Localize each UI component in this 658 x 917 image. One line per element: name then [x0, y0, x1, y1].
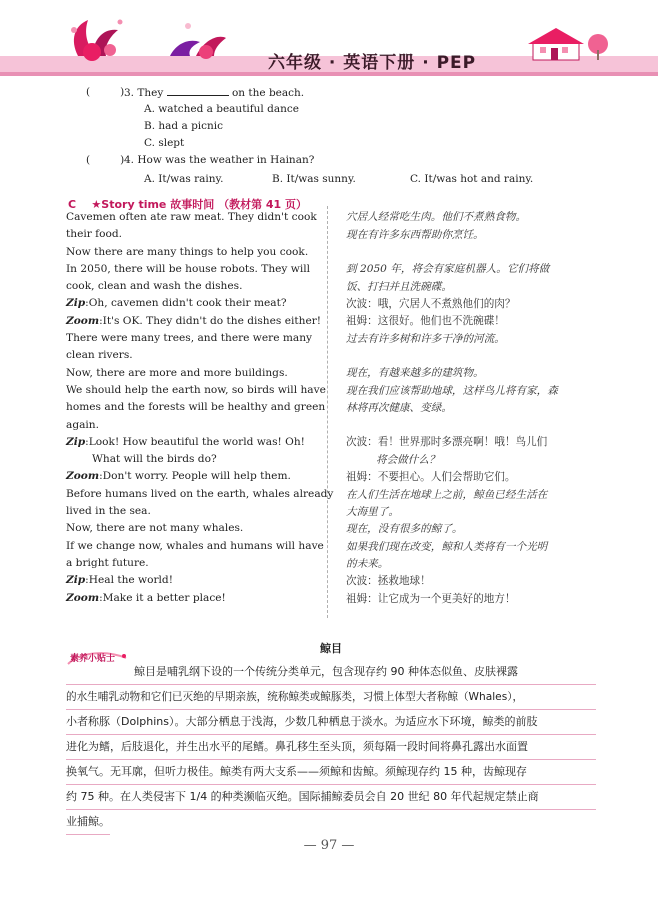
- story-line: Before humans lived on the earth, whales already: [66, 487, 334, 500]
- story-line: a bright future.: [66, 556, 149, 569]
- story-zh-line: 将会做什么？: [376, 454, 440, 466]
- floral-ornament-icon: [71, 20, 226, 62]
- story-zh-line: 大海里了。: [346, 506, 399, 518]
- option-4c: C. It/was hot and rainy.: [410, 173, 534, 185]
- option-4a: A. It/was rainy.: [144, 173, 224, 185]
- story-line: Now there are many things to help you cook.: [66, 245, 309, 258]
- story-line: their food.: [66, 228, 122, 241]
- page-number: — 97 —: [303, 838, 355, 853]
- story-zh-line: 在人们生活在地球上之前，鲸鱼已经生活在: [346, 489, 548, 501]
- story-zh-line: 祖姆：不要担心。人们会帮助它们。: [346, 471, 516, 483]
- story-zh-line: 穴居人经常吃生肉。他们不煮熟食物。: [346, 211, 527, 223]
- dialogue-line: Zoom:Don't worry. People will help them.: [66, 470, 291, 483]
- tip-line: 约 75 种。在人类侵害下 1/4 的种类濒临灭绝。国际捕鲸委员会自 20 世纪 80 年代起规定禁止商: [66, 785, 596, 810]
- story-zh-line: 到 2050 年，将会有家庭机器人。它们将做: [346, 263, 550, 275]
- tip-line: 小者称豚（Dolphins）。大部分栖息于浅海，少数几种栖息于淡水。为适应水下环境，鲸类的前肢: [66, 710, 596, 735]
- tip-body: [66, 660, 596, 835]
- option-3c: C. slept: [144, 137, 185, 149]
- story-line: again.: [66, 418, 99, 431]
- story-line: We should help the earth now, so birds will have: [66, 383, 326, 396]
- question-4-bracket: ( ): [86, 154, 125, 166]
- tip-line: 鲸目是哺乳纲下设的一个传统分类单元，包含现存约 90 种体态似鱼、皮肤裸露: [66, 660, 596, 685]
- dialogue-line: Zoom:It's OK. They didn't do the dishes either!: [66, 314, 322, 327]
- story-zh-line: 过去有许多树和许多干净的河流。: [346, 333, 505, 345]
- story-zh-line: 祖姆：让它成为一个更美好的地方！: [346, 593, 516, 605]
- column-divider: [327, 206, 328, 618]
- story-line: Cavemen often ate raw meat. They didn't cook: [66, 211, 317, 223]
- book-title: 六年级 · 英语下册 · PEP: [268, 53, 477, 73]
- story-zh-line: 饭、打扫并且洗碗碟。: [346, 281, 452, 293]
- house-ornament-icon: [528, 28, 608, 60]
- dialogue-line: Zoom:Make it a better place!: [66, 591, 226, 604]
- story-line: cook, clean and wash the dishes.: [66, 280, 243, 293]
- option-3a: A. watched a beautiful dance: [144, 103, 299, 115]
- tip-title: 鲸目: [320, 642, 342, 655]
- story-zh-line: 的未来。: [346, 558, 389, 570]
- story-zh-line: 林将再次健康、变绿。: [346, 402, 452, 414]
- story-english: [66, 209, 334, 607]
- story-zh-line: 次波：哦，穴居人不煮熟他们的肉？: [346, 298, 516, 310]
- story-zh-line: 现在我们应该帮助地球，这样鸟儿将有家，森: [346, 385, 558, 397]
- story-zh-line: 次波：拯救地球！: [346, 575, 431, 587]
- story-line: There were many trees, and there were many: [66, 332, 313, 345]
- tip-line: 业捕鲸。: [66, 810, 110, 835]
- story-line: If we change now, whales and humans will have: [66, 539, 324, 552]
- tip-box: [66, 640, 596, 828]
- star-icon: ★: [91, 198, 102, 211]
- story-line: Now, there are not many whales.: [66, 522, 244, 535]
- question-3-bracket: ( ): [86, 86, 125, 98]
- question-3-stem: 3. They on the beach.: [124, 84, 304, 102]
- dialogue-line: Zip:Oh, cavemen didn't cook their meat?: [66, 297, 287, 310]
- story-zh-line: 现在有许多东西帮助你烹饪。: [346, 229, 484, 241]
- option-3b: B. had a picnic: [144, 120, 224, 132]
- story-line: lived in the sea.: [66, 505, 151, 518]
- story-zh-line: 现在，没有很多的鲸了。: [346, 523, 463, 535]
- story-line: homes and the forests will be healthy and green: [66, 401, 326, 414]
- story-zh-line: 现在，有越来越多的建筑物。: [346, 367, 484, 379]
- story-zh-line: 如果我们现在改变，鲸和人类将有一个光明: [346, 541, 548, 553]
- story-zh-line: 次波：看！世界那时多漂亮啊！哦！鸟儿们: [346, 436, 548, 448]
- question-4-stem: 4. How was the weather in Hainan?: [124, 154, 315, 166]
- story-line: What will the birds do?: [92, 453, 217, 466]
- tip-line: 进化为鳍，后肢退化，并生出水平的尾鳍。鼻孔移生至头顶，须每隔一段时间将鼻孔露出水面置: [66, 735, 596, 760]
- answer-blank[interactable]: [167, 84, 229, 96]
- story-line: In 2050, there will be house robots. They will: [66, 262, 311, 275]
- story-zh-line: 祖姆：这很好。他们也不洗碗碟！: [346, 315, 505, 327]
- dialogue-line: Zip:Heal the world!: [66, 574, 173, 587]
- story-line: clean rivers.: [66, 349, 133, 362]
- page-header: [0, 0, 658, 80]
- option-4b: B. It/was sunny.: [272, 173, 356, 185]
- section-c-heading: C ★Story time 故事时间 （教材第 41 页）: [68, 198, 308, 211]
- story-line: Now, there are more and more buildings.: [66, 366, 288, 379]
- tip-line: 的水生哺乳动物和它们已灭绝的早期亲族，统称鲸类或鲸豚类，习惯上体型大者称鲸（Whales），: [66, 685, 596, 710]
- tip-line: 换氧气。无耳廓，但听力极佳。鲸类有两大支系——须鲸和齿鲸。须鲸现存约 15 种，齿鲸现存: [66, 760, 596, 785]
- dialogue-line: Zip:Look! How beautiful the world was! Oh!: [66, 435, 305, 448]
- tip-badge: 素养小贴士: [66, 648, 128, 666]
